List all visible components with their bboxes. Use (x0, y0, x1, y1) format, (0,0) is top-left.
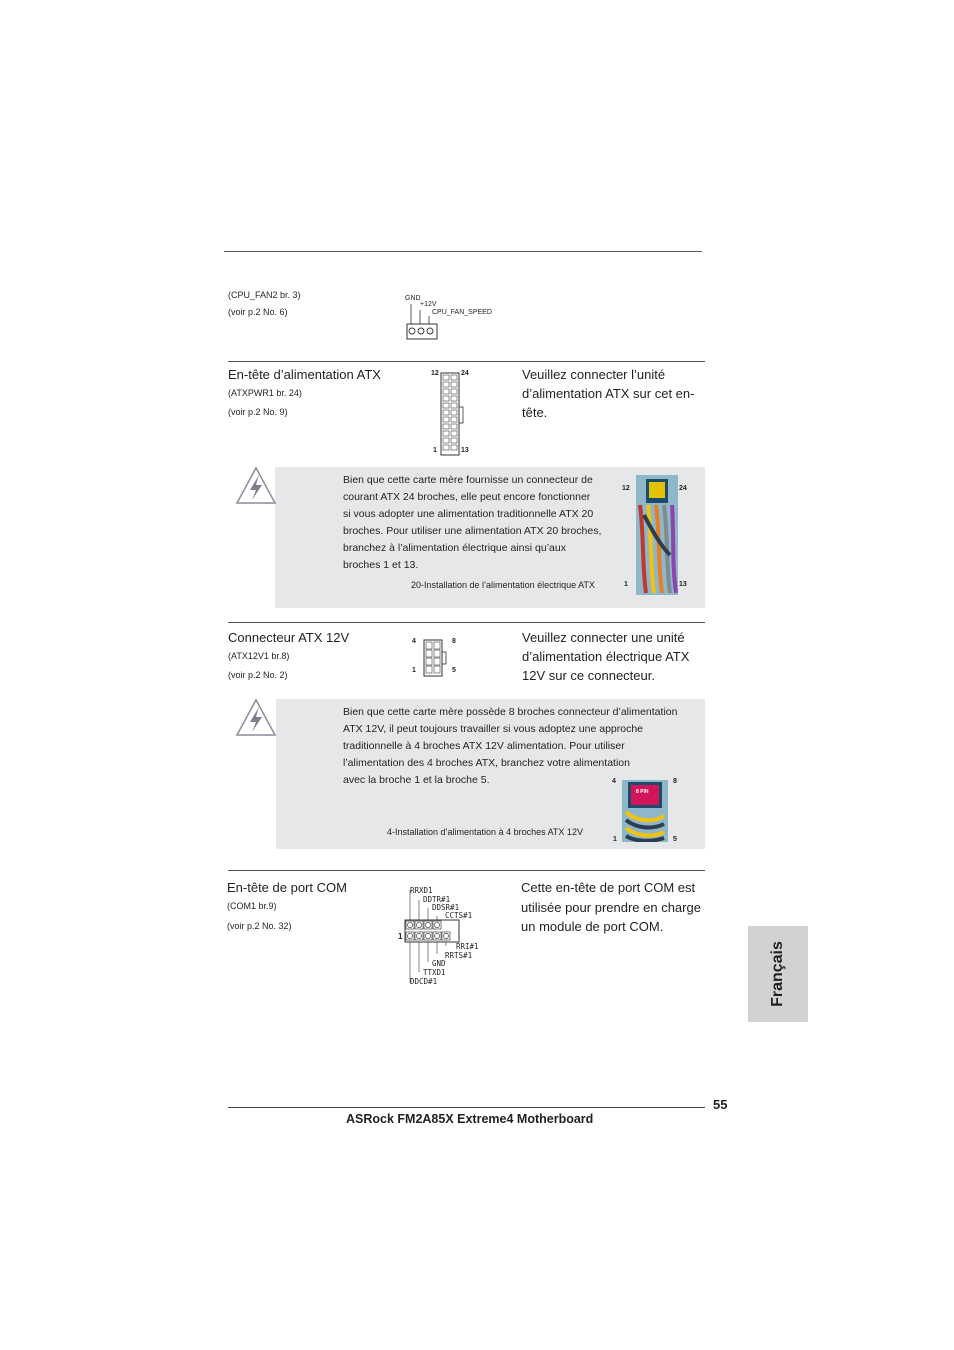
atx-desc-3: tête. (522, 405, 548, 420)
com-pin-ddsr1: DDSR#1 (432, 903, 460, 912)
atx-see: (voir p.2 No. 9) (228, 407, 288, 417)
com-desc-2: utilisée pour prendre en charge (521, 900, 701, 915)
atx12v-photo-caption: 4-Installation d’alimentation à 4 broches ATX 12V (387, 827, 583, 837)
atx-pin-1: 1 (433, 447, 437, 454)
com-rule (228, 870, 705, 871)
atx12v-photo-label: 8 PIN (636, 789, 649, 795)
atx-desc-1: Veuillez connecter l’unité (522, 367, 666, 382)
atx12v-photo-pin-5: 5 (673, 836, 677, 843)
atx-install-photo (636, 475, 678, 595)
atx-note-line-3: si vous adopter une alimentation traditionnelle ATX 20 (343, 508, 594, 520)
atx-note-line-5: branchez à l’alimentation électrique ainsi qu’aux (343, 542, 566, 554)
atx-note-line-6: broches 1 et 13. (343, 559, 419, 571)
footer-rule (228, 1107, 705, 1108)
language-label: Français (769, 941, 786, 1007)
atx-rule (228, 361, 705, 362)
atx12v-photo-pin-4: 4 (612, 778, 616, 785)
atx12v-ref: (ATX12V1 br.8) (228, 651, 290, 661)
com-pin-rri1: RRI#1 (456, 942, 479, 951)
cpu-fan2-see: (voir p.2 No. 6) (228, 307, 288, 317)
com-pin-gnd: GND (432, 959, 446, 968)
atx-photo-caption: 20-Installation de l’alimentation électrique ATX (411, 580, 595, 590)
cpu-fan2-ref: (CPU_FAN2 br. 3) (228, 290, 301, 300)
atx-ref: (ATXPWR1 br. 24) (228, 388, 302, 398)
atx-photo-pin-13: 13 (679, 581, 687, 588)
atx-note-line-4: broches. Pour utiliser une alimentation ATX 20 broches, (343, 525, 602, 537)
atx-note-line-1: Bien que cette carte mère fournisse un connecteur de (343, 474, 593, 486)
com-pin-ccts1: CCTS#1 (445, 911, 473, 920)
atx8-connector-icon (423, 639, 447, 677)
com-pin-rrts1: RRTS#1 (445, 951, 473, 960)
com-desc-3: un module de port COM. (521, 919, 664, 934)
pin-gnd-label: GND (405, 295, 421, 302)
atx-note-text (343, 472, 623, 574)
pin-12v-label: +12V (420, 301, 437, 308)
atx-desc-2: d’alimentation ATX sur cet en- (522, 386, 695, 401)
warning-icon (235, 698, 277, 738)
atx12v-pin-4: 4 (412, 638, 416, 645)
atx-title: En-tête d’alimentation ATX (228, 367, 381, 382)
com-pin-ttxd1: TTXD1 (423, 968, 446, 977)
atx-photo-pin-24: 24 (679, 485, 687, 492)
com-ref: (COM1 br.9) (227, 901, 277, 911)
footer-title: ASRock FM2A85X Extreme4 Motherboard (346, 1112, 594, 1126)
atx-note-line-2: courant ATX 24 broches, elle peut encore fonctionner (343, 491, 591, 503)
atx12v-note-line-3: traditionnelle à 4 broches ATX 12V alimentation. Pour utiliser (343, 740, 625, 752)
atx12v-rule (228, 622, 705, 623)
atx12v-note-line-4: l’alimentation des 4 broches ATX, branchez votre alimentation (343, 757, 630, 769)
atx12v-desc-3: 12V sur ce connecteur. (522, 668, 655, 683)
atx-pin-13: 13 (461, 447, 469, 454)
atx12v-note-line-1: Bien que cette carte mère possède 8 broches connecteur d’alimentation (343, 706, 678, 718)
atx12v-title: Connecteur ATX 12V (228, 630, 350, 645)
atx12v-desc-2: d’alimentation électrique ATX (522, 649, 690, 664)
atx-photo-pin-1: 1 (624, 581, 628, 588)
atx-pin-12: 12 (431, 370, 439, 377)
atx12v-photo-pin-1: 1 (613, 836, 617, 843)
atx12v-pin-5: 5 (452, 667, 456, 674)
com-pin-one: 1 (398, 932, 403, 941)
atx12v-note-line-2: ATX 12V, il peut toujours travailler si vous adoptez une approche (343, 723, 644, 735)
atx12v-see: (voir p.2 No. 2) (228, 670, 288, 680)
pin-speed-label: CPU_FAN_SPEED (432, 309, 492, 316)
com-see: (voir p.2 No. 32) (227, 921, 292, 931)
atx12v-pin-1: 1 (412, 667, 416, 674)
atx12v-note-line-5: avec la broche 1 et la broche 5. (343, 774, 490, 786)
com-pin-ddtr1: DDTR#1 (423, 895, 451, 904)
com-pin-rrxd1: RRXD1 (410, 886, 433, 895)
cpu-fan2-diagram (400, 294, 510, 342)
com-title: En-tête de port COM (227, 880, 347, 895)
com-header-icon (400, 888, 464, 986)
page-number: 55 (713, 1097, 728, 1112)
atx-photo-pin-12: 12 (622, 485, 630, 492)
language-side-tab (748, 926, 808, 1022)
atx-pin-24: 24 (461, 370, 469, 377)
atx24-connector-icon (440, 372, 464, 456)
atx12v-desc-1: Veuillez connecter une unité (522, 630, 685, 645)
atx12v-photo-pin-8: 8 (673, 778, 677, 785)
atx12v-pin-8: 8 (452, 638, 456, 645)
top-rule (224, 251, 702, 252)
atx12v-note-text (343, 704, 705, 789)
com-pin-ddcd1: DDCD#1 (410, 977, 438, 986)
fan-header-icon (406, 302, 438, 342)
warning-icon (235, 466, 277, 506)
com-desc-1: Cette en-tête de port COM est (521, 880, 696, 895)
